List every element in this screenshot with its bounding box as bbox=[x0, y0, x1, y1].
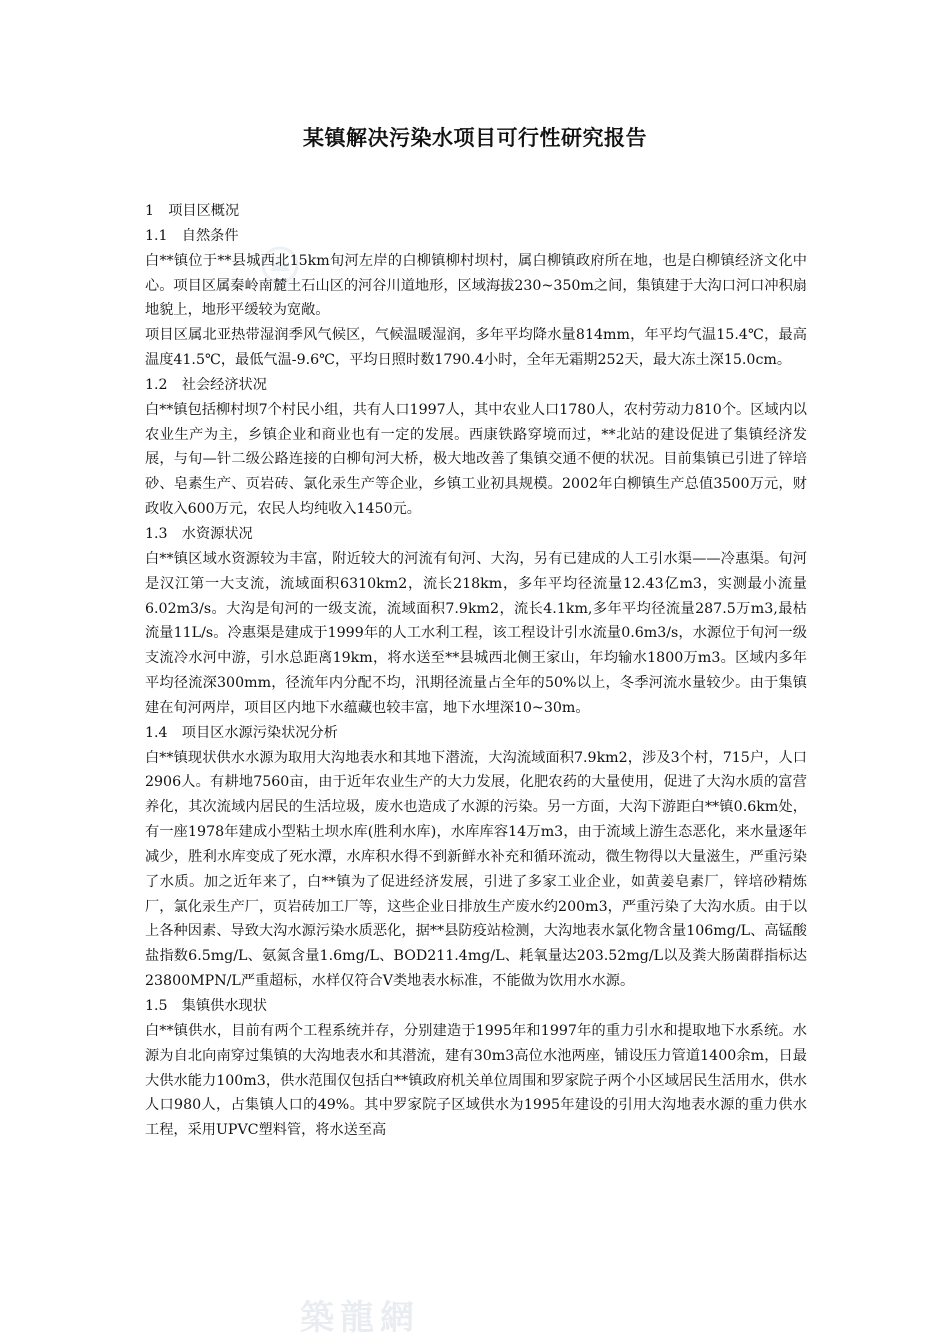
document-title: 某镇解决污染水项目可行性研究报告 bbox=[303, 125, 647, 150]
body-paragraph: 项目区属北亚热带湿润季风气候区，气候温暖湿润，多年平均降水量814mm，年平均气温15.4℃，最高温度41.5℃，最低气温-9.6℃，平均日照时数1790.4小时，全年无霜期252天，最大冻土深15.0cm。 bbox=[145, 327, 807, 369]
section-heading: 1 项目区概况 bbox=[145, 203, 240, 219]
section-heading: 1.3 水资源状况 bbox=[145, 525, 253, 542]
body-paragraph: 白**镇供水，目前有两个工程系统并存，分别建造于1995年和1997年的重力引水和提取地下水系统。水源为自北向南穿过集镇的大沟地表水和其潜流，建有30m3高位水池两座，铺设压力管道1400余m，日最大供水能力100m3，供水范围仅包括白**镇政府机关单位周围和罗家院子两个小区域居民生活用水，供水人口980人，占集镇人口的49%。其中罗家院子区域供水为1995年建设的引用大沟地表水源的重力供水工程，采用UPVC塑料管，将水送至高 bbox=[145, 1022, 807, 1139]
body-paragraph: 白**镇位于**县城西北15km旬河左岸的白柳镇柳村坝村，属白柳镇政府所在地，也是白柳镇经济文化中心。项目区属秦岭南麓土石山区的河谷川道地形，区域海拔230~350m之间，集镇建于大沟口河口冲积扇地貌上，地形平缓较为宽敞。 bbox=[145, 252, 807, 319]
body-paragraph: 白**镇现状供水水源为取用大沟地表水和其地下潜流，大沟流域面积7.9km2，涉及3个村，715户，人口2906人。有耕地7560亩，由于近年农业生产的大力发展，化肥农药的大量使用，促进了大沟水质的富营养化，其次流域内居民的生活垃圾，废水也造成了水源的污染。另一方面，大沟下游距白**镇0.6km处，有一座1978年建成小型粘土坝水库(胜利水库)，水库库容14万m3，由于流域上游生态恶化，来水量逐年减少，胜利水库变成了死水潭，水库积水得不到新鲜水补充和循环流动，微生物得以大量滋生，严重污染了水质。加之近年来了，白**镇为了促进经济发展，引进了多家工业企业，如黄姜皂素厂，锌培砂精炼厂，氯化汞生产厂，页岩砖加工厂等，这些企业日排放生产废水约200m3，严重污染了大沟水质。由于以上各种因素、导致大沟水源污染水质恶化，据**县防疫站检测，大沟地表水氯化物含量106mg/L、高锰酸盐指数6.5mg/L、氨氮含量1.6mg/L、BOD211.4mg/L、耗氧量达203.52mg/L以及粪大肠菌群指标达23800MPN/L严重超标，水样仅符合V类地表水标准，不能做为饮用水水源。 bbox=[145, 749, 808, 990]
body-paragraph: 白**镇区域水资源较为丰富，附近较大的河流有旬河、大沟，另有已建成的人工引水渠——冷惠渠。旬河是汉江第一大支流，流域面积6310km2，流长218km，多年平均径流量12.43亿m3，实测最小流量6.02m3/s。大沟是旬河的一级支流，流域面积7.9km2，流长4.1km,多年平均径流量287.5万m3,最枯流量11L/s。冷惠渠是建成于1999年的人工水利工程，该工程设计引水流量0.6m3/s，水源位于旬河一级支流冷水河中游，引水总距离19km，将水送至**县城西北侧王家山，年均输水1800万m3。区域内多年平均径流深300mm，径流年内分配不均，汛期径流量占全年的50%以上，冬季河流水量较少。由于集镇建在旬河两岸，项目区内地下水蕴藏也较丰富，地下水埋深10~30m。 bbox=[145, 550, 807, 716]
section-heading: 1.2 社会经济状况 bbox=[145, 376, 267, 393]
section-heading: 1.1 自然条件 bbox=[145, 227, 239, 244]
section-heading: 1.5 集镇供水现状 bbox=[145, 998, 267, 1014]
body-paragraph: 白**镇包括柳村坝7个村民小组，共有人口1997人，其中农业人口1780人，农村劳动力810个。区域内以农业生产为主，乡镇企业和商业也有一定的发展。西康铁路穿境而过，**北站的建设促进了集镇经济发展，与旬—针二级公路连接的白柳旬河大桥，极大地改善了集镇交通不便的状况。目前集镇已引进了锌培砂、皂素生产、页岩砖、氯化汞生产等企业，乡镇工业初具规模。2002年白柳镇生产总值3500万元，财政收入600万元，农民人均纯收入1450元。 bbox=[145, 401, 807, 518]
watermark-text: 築龍網 bbox=[300, 1298, 420, 1338]
document-body bbox=[145, 199, 807, 1143]
section-heading: 1.4 项目区水源污染状况分析 bbox=[145, 724, 338, 741]
